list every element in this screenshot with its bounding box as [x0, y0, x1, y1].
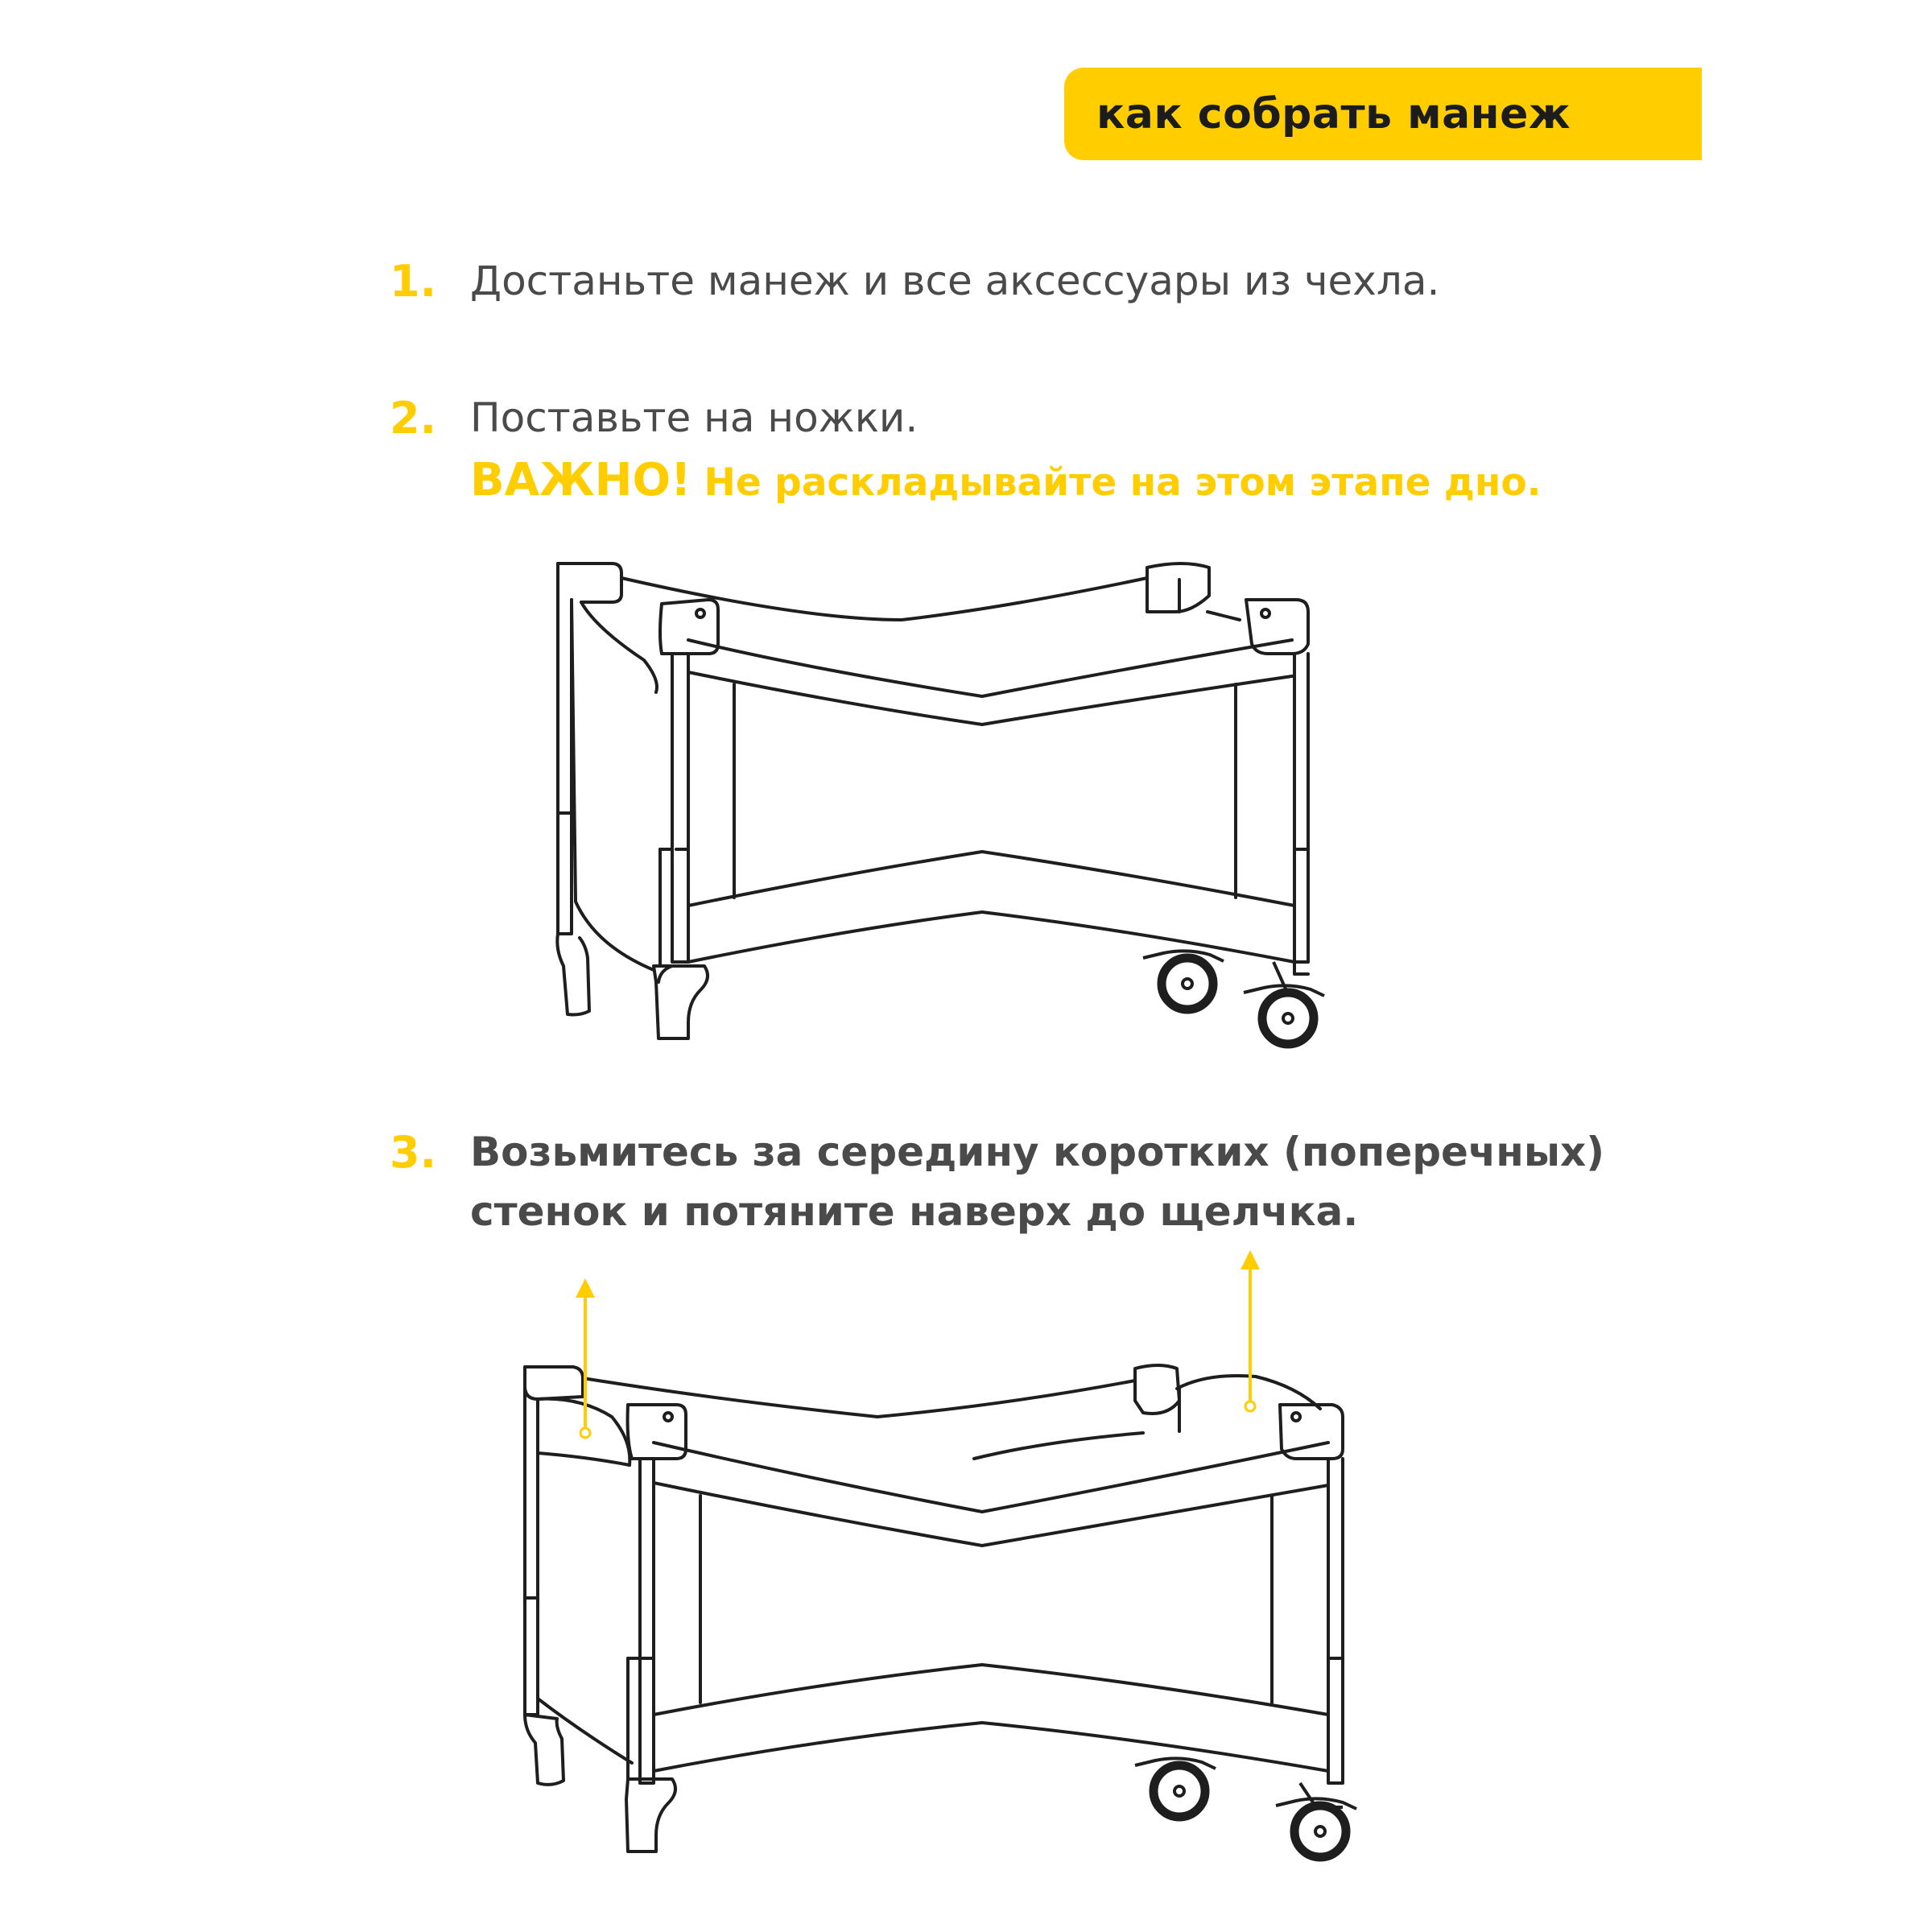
step-number: 3. [390, 1127, 437, 1178]
page-title: как собрать манеж [1096, 89, 1571, 138]
playpen-raised-illustration [525, 1365, 1343, 1852]
step-number: 2. [390, 393, 437, 444]
step-text: Поставьте на ножки. [470, 394, 919, 441]
arrow-up-icon [576, 1278, 595, 1438]
warning-text: Не раскладывайте на этом этапе дно. [704, 460, 1542, 505]
step-text-line-2: стенок и потяните наверх до щелчка. [470, 1188, 1359, 1235]
step-text-line-1: Возьмитесь за середину коротких (поперечных) [470, 1129, 1605, 1175]
step-number: 1. [390, 256, 437, 307]
warning-label: ВАЖНО! [470, 454, 691, 506]
arrow-up-icon [1241, 1250, 1260, 1411]
step-text: Достаньте манеж и все аксессуары из чехла. [470, 258, 1440, 304]
